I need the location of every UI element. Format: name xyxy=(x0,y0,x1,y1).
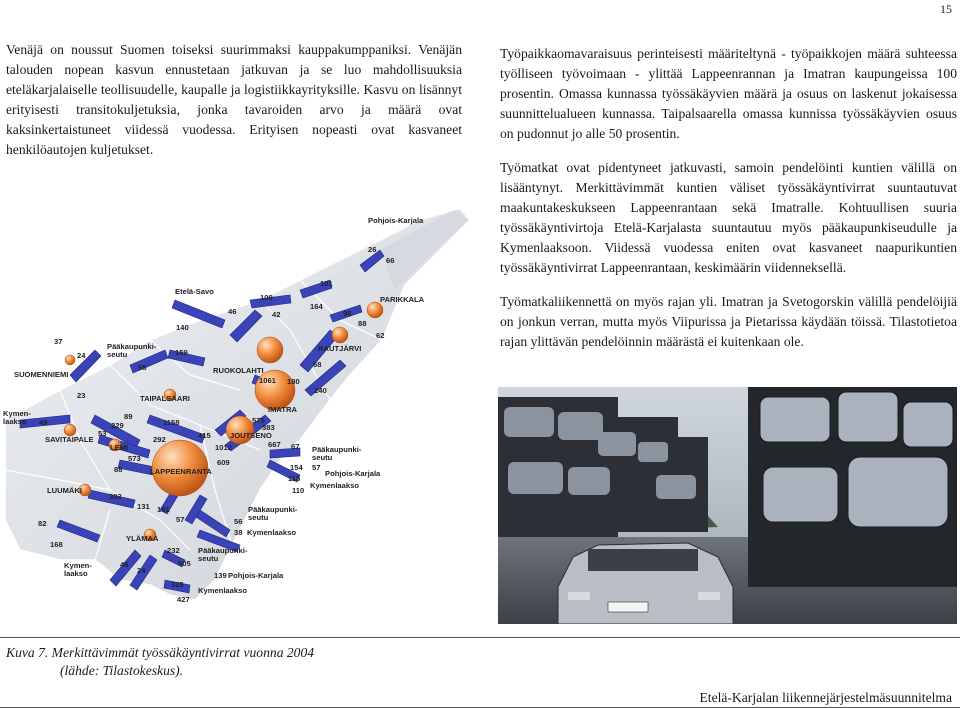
flow-value: 154 xyxy=(290,463,303,472)
place-label: Pohjois-Karjala xyxy=(368,216,424,225)
footer-title: Etelä-Karjalan liikennejärjestelmäsuunnitelma xyxy=(699,690,952,705)
flow-value: 24 xyxy=(137,566,146,575)
body-text-right-3: Työmatkaliikennettä on myös rajan yli. Imatran ja Svetogorskin välillä pendelöijiä on jonkun verran, mutta myös Viipurissa ja Pietarissa käydään töissä. Tilastotietoa rajan ylittävän pendelöinnin määrästä ei kuitenkaan ole. xyxy=(500,294,957,349)
flow-value: 88 xyxy=(114,465,123,474)
flow-value: 57 xyxy=(176,515,185,524)
flow-value: 82 xyxy=(38,519,47,528)
flow-value: 37 xyxy=(54,337,63,346)
flow-value: 23 xyxy=(77,391,86,400)
body-text-left: Venäjä on noussut Suomen toiseksi suurimmaksi kauppakumppaniksi. Venäjän talouden nopean kasvun ennustetaan jatkuvan ja se luo mahdollisuuksia eteläkarjalaiselle teollisuudelle, kaupalle ja logistiikkayrityksille. Kasvu on lisännyt erityisesti transitokuljetuksia, jonka tavaroiden arvo ja määrä ovat kaksinkertaistuneet viidessä vuodessa. Erityisen nopeasti ovat kasvaneet henkilöautojen kuljetukset. xyxy=(6,42,462,157)
flow-value: 229 xyxy=(111,421,124,430)
flow-value: 667 xyxy=(268,440,281,449)
flow-value: 168 xyxy=(50,540,63,549)
commuting-flow-map xyxy=(0,190,470,610)
flow-value: 66 xyxy=(386,256,395,265)
place-label: Pohjois-Karjala xyxy=(325,469,381,478)
flow-value: 415 xyxy=(198,431,211,440)
place-label: Pääkaupunki-seutu xyxy=(107,342,157,359)
flow-value: 26 xyxy=(368,245,377,254)
photo-car-carrier-queue xyxy=(498,387,957,624)
flow-value: 46 xyxy=(120,560,129,569)
flow-value: 292 xyxy=(153,435,166,444)
flow-value: 1158 xyxy=(163,418,180,427)
flow-value: 325 xyxy=(171,580,184,589)
place-label: RAUTJÄRVI xyxy=(318,344,362,353)
place-label: LAPPEENRANTA xyxy=(150,467,212,476)
place-label: SUOMENNIEMI xyxy=(14,370,69,379)
flow-value: 180 xyxy=(287,377,300,386)
caption-line-2: (lähde: Tilastokeskus). xyxy=(60,663,184,678)
flow-value: 67 xyxy=(291,442,300,451)
body-text-right-2: Työmatkat ovat pidentyneet jatkuvasti, samoin pendelöinti kuntien välillä on lisääntynyt. Merkittävimmät kuntien väliset työssäkäyntivirrat suuntautuvat maakuntakeskukseen Lappeenrantaan sekä Imatralle. Kohtuullisen suuria työssäkäyntivirtoja Etelä-Karjalasta suuntautuu myös pääkaupunkiseudulle ja Kymenlaaksoon. Viidessä vuodessa eniten ovat kasvaneet naapurikuntien työssäkäyntivirrat Lappeenrantaan, keskimäärin viidenneksellä. xyxy=(500,160,957,275)
flow-value: 38 xyxy=(234,528,243,537)
place-label: JOUTSENO xyxy=(230,431,272,440)
flow-value: 89 xyxy=(124,412,133,421)
place-label: TAIPALSAARI xyxy=(140,394,190,403)
flow-value: 164 xyxy=(310,302,323,311)
flow-value: 49 xyxy=(39,418,48,427)
flow-value: 57 xyxy=(312,463,321,472)
flow-value: 139 xyxy=(214,571,227,580)
flow-value: 1061 xyxy=(259,376,276,385)
figure-caption xyxy=(6,644,314,680)
place-label: RUOKOLAHTI xyxy=(213,366,264,375)
flow-value: 609 xyxy=(217,458,230,467)
flow-value: 101 xyxy=(320,279,333,288)
sphere-suomenniemi xyxy=(65,355,75,365)
place-label: PARIKKALA xyxy=(380,295,425,304)
flow-value: 232 xyxy=(167,546,180,555)
place-label: Etelä-Savo xyxy=(175,287,214,296)
flow-value: 573 xyxy=(128,454,141,463)
flow-value: 53 xyxy=(98,429,107,438)
place-label: SAVITAIPALE xyxy=(45,435,94,444)
flow-value: 383 xyxy=(262,423,275,432)
flow-value: 55 xyxy=(138,363,147,372)
flow-value: 505 xyxy=(178,559,191,568)
flow-value: 24 xyxy=(77,351,86,360)
body-text-right-1: Työpaikkaomavaraisuus perinteisesti määriteltynä - työpaikkojen määrä suhteessa työlliseen työvoimaan - ylittää Lappeenrannan ja Imatran kaupungeissa 100 prosentin. Omassa kunnassa työssäkäyvien määrä ja osuus on laskenut jokaisessa suunnittelualueen kunnassa. Taipalsaarella omassa kunnissa työssäkäyvien osuus on pudonnut jo alle 50 prosentin. xyxy=(500,46,957,141)
flow-value: 240 xyxy=(314,386,327,395)
flow-value: 88 xyxy=(358,319,367,328)
flow-value: 68 xyxy=(313,360,322,369)
sphere-rautjarvi xyxy=(332,327,348,343)
place-label: Kymen-laakso xyxy=(3,409,31,426)
flow-value: 42 xyxy=(272,310,281,319)
flow-value: 140 xyxy=(176,323,189,332)
flow-value: 62 xyxy=(376,331,385,340)
place-label: Pääkaupunki-seutu xyxy=(248,505,298,522)
place-label: YLÄMAA xyxy=(126,534,159,543)
flow-value: 159 xyxy=(175,348,188,357)
flow-value: 56 xyxy=(234,517,243,526)
place-label: IMATRA xyxy=(268,405,297,414)
place-label: Kymenlaakso xyxy=(247,528,296,537)
flow-value: 131 xyxy=(137,502,150,511)
place-label: Pohjois-Karjala xyxy=(228,571,284,580)
flow-value: 98 xyxy=(343,309,352,318)
place-label: Pääkaupunki-seutu xyxy=(198,546,248,563)
place-label: Kymenlaakso xyxy=(310,481,359,490)
place-label: LEMI xyxy=(110,443,129,452)
place-label: Pääkaupunki-seutu xyxy=(312,445,362,462)
place-label: Kymenlaakso xyxy=(198,586,247,595)
flow-value: 303 xyxy=(109,492,122,501)
flow-value: 115 xyxy=(288,474,301,483)
flow-value: 110 xyxy=(292,486,305,495)
flow-value: 575 xyxy=(252,416,265,425)
caption-line-1: Kuva 7. Merkittävimmät työssäkäyntivirrat vuonna 2004 xyxy=(6,645,315,660)
flow-value: 1012 xyxy=(215,443,232,452)
sphere-ruokolahti xyxy=(257,337,283,363)
flow-value: 191 xyxy=(157,505,170,514)
page-number: 15 xyxy=(940,2,952,16)
place-label: LUUMÄKI xyxy=(47,486,83,495)
flow-value: 46 xyxy=(228,307,237,316)
caption-rule xyxy=(0,637,960,638)
flow-value: 427 xyxy=(177,595,190,604)
place-label: Kymen-laakso xyxy=(64,561,92,578)
sphere-parikkala xyxy=(367,302,383,318)
flow-value: 109 xyxy=(260,293,273,302)
